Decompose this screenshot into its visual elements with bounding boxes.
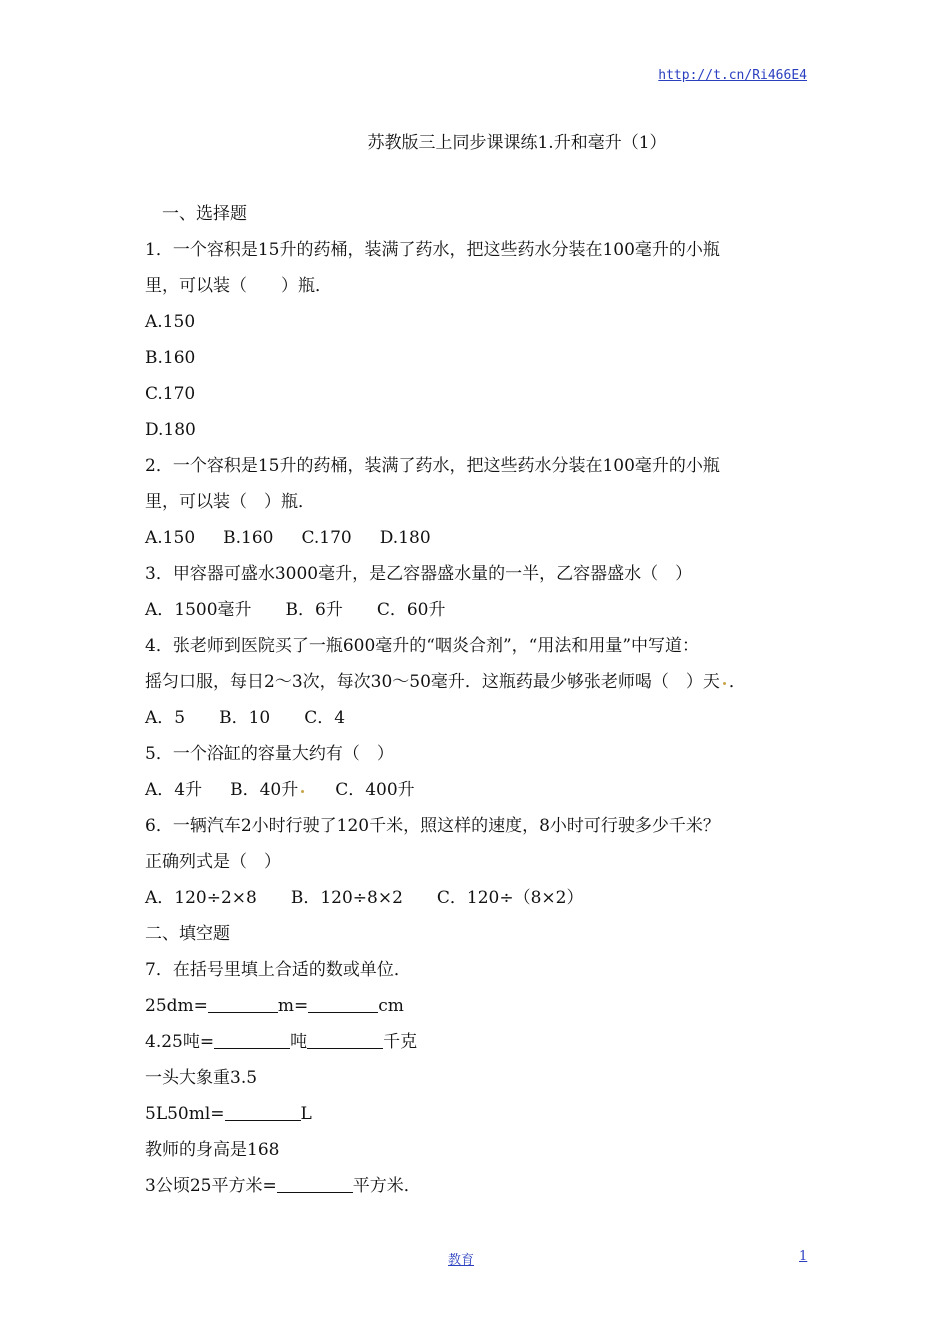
header-link[interactable]: http://t.cn/Ri466E4 (658, 68, 807, 83)
decorative-dot (301, 790, 304, 793)
q4-text-1: ．张老师到医院买了一瓶600毫升的“咽炎合剂”，“用法和用量”中写道： (155, 636, 700, 656)
q2-option-c: C.170 (301, 528, 352, 548)
q1-option-d: D.180 (145, 420, 196, 440)
q7-f-part2: 平方米． (352, 1176, 421, 1196)
q7-a-part3: cm (378, 996, 404, 1016)
q1-option-b: B.160 (145, 348, 196, 368)
q7-b-part3: 千克 (383, 1032, 418, 1052)
section-heading-fill: 二、填空题 (145, 924, 230, 944)
q6-options (145, 880, 810, 916)
q5-option-c: C．400升 (335, 780, 415, 800)
q2-options (145, 520, 810, 556)
q7-b-part1: 4.25吨= (145, 1032, 215, 1052)
q6-option-a: A．120÷2×8 (145, 888, 257, 908)
section-heading-choice: 一、选择题 (162, 204, 247, 224)
q7-item-a (145, 988, 810, 1024)
q2-option-d: D.180 (379, 528, 431, 548)
q2-text-line2: 里，可以装（ ）瓶． (145, 492, 315, 512)
q7-d-part1: 5L50ml= (145, 1104, 225, 1124)
q4-text-line2 (145, 664, 810, 700)
q7-f-part1: 3公顷25平方米= (145, 1176, 277, 1196)
fill-blank[interactable] (214, 1030, 290, 1049)
decorative-dot (723, 682, 726, 685)
q6-text-line1: 6．一辆汽车2小时行驶了120千米，照这样的速度，8小时可行驶多少千米？ (145, 816, 720, 836)
q4-option-a: A．5 (145, 708, 186, 728)
q7-item-c: 一头大象重3.5 (145, 1068, 258, 1088)
q1-text-line1: 1．一个容积是15升的药桶，装满了药水，把这些药水分装在100毫升的小瓶 (145, 240, 720, 260)
q6-text-line2: 正确列式是（ ） (145, 852, 281, 872)
q6-option-c: C．120÷（8×2） (436, 888, 584, 908)
q7-text-line1: 7．在括号里填上合适的数或单位． (145, 960, 411, 980)
page-number[interactable]: 1 (799, 1249, 808, 1264)
q1-text-line2: 里，可以装（ ）瓶． (145, 276, 332, 296)
q7-a-part2: m= (277, 996, 309, 1016)
q3-option-b: B．6升 (285, 600, 343, 620)
q5-options (145, 772, 810, 808)
q7-item-f (145, 1168, 810, 1204)
q1-option-a: A.150 (145, 312, 196, 332)
q4-text-end: ． (728, 672, 746, 692)
q7-a-part1: 25dm= (145, 996, 208, 1016)
q3-options (145, 592, 810, 628)
q2-option-a: A.150 (145, 528, 196, 548)
q7-item-b (145, 1024, 810, 1060)
document-body (145, 196, 810, 1204)
q4-text-line1 (145, 628, 810, 664)
fill-blank[interactable] (225, 1102, 301, 1121)
q6-option-b: B．120÷8×2 (290, 888, 403, 908)
fill-blank[interactable] (307, 1030, 383, 1049)
q7-item-d (145, 1096, 810, 1132)
q5-option-b: B．40升 (230, 780, 299, 800)
q7-item-e: 教师的身高是168 (145, 1140, 280, 1160)
q7-b-part2: 吨 (290, 1032, 308, 1052)
q1-option-c: C.170 (145, 384, 196, 404)
q5-option-a: A．4升 (145, 780, 203, 800)
q7-d-part2: L (300, 1104, 312, 1124)
fill-blank[interactable] (208, 994, 278, 1013)
q4-option-b: B．10 (219, 708, 271, 728)
fill-blank[interactable] (308, 994, 378, 1013)
footer-link[interactable]: 教育 (448, 1253, 475, 1268)
q4-options (145, 700, 810, 736)
q3-option-a: A．1500毫升 (145, 600, 252, 620)
q4-text-2: 摇匀口服，每日2～3次，每次30～50毫升．这瓶药最少够张老师喝（ ）天 (145, 672, 720, 692)
q2-option-b: B.160 (223, 528, 274, 548)
q4-number: 4 (145, 636, 156, 656)
page-title: 苏教版三上同步课课练1.升和毫升（1） (367, 133, 667, 153)
q5-text-line1: 5．一个浴缸的容量大约有（ ） (145, 744, 394, 764)
fill-blank[interactable] (277, 1174, 353, 1193)
q2-text-line1: 2．一个容积是15升的药桶，装满了药水，把这些药水分装在100毫升的小瓶 (145, 456, 720, 476)
q3-option-c: C．60升 (376, 600, 446, 620)
q4-option-c: C．4 (304, 708, 346, 728)
q3-text-line1: 3．甲容器可盛水3000毫升，是乙容器盛水量的一半，乙容器盛水（ ） (145, 564, 693, 584)
